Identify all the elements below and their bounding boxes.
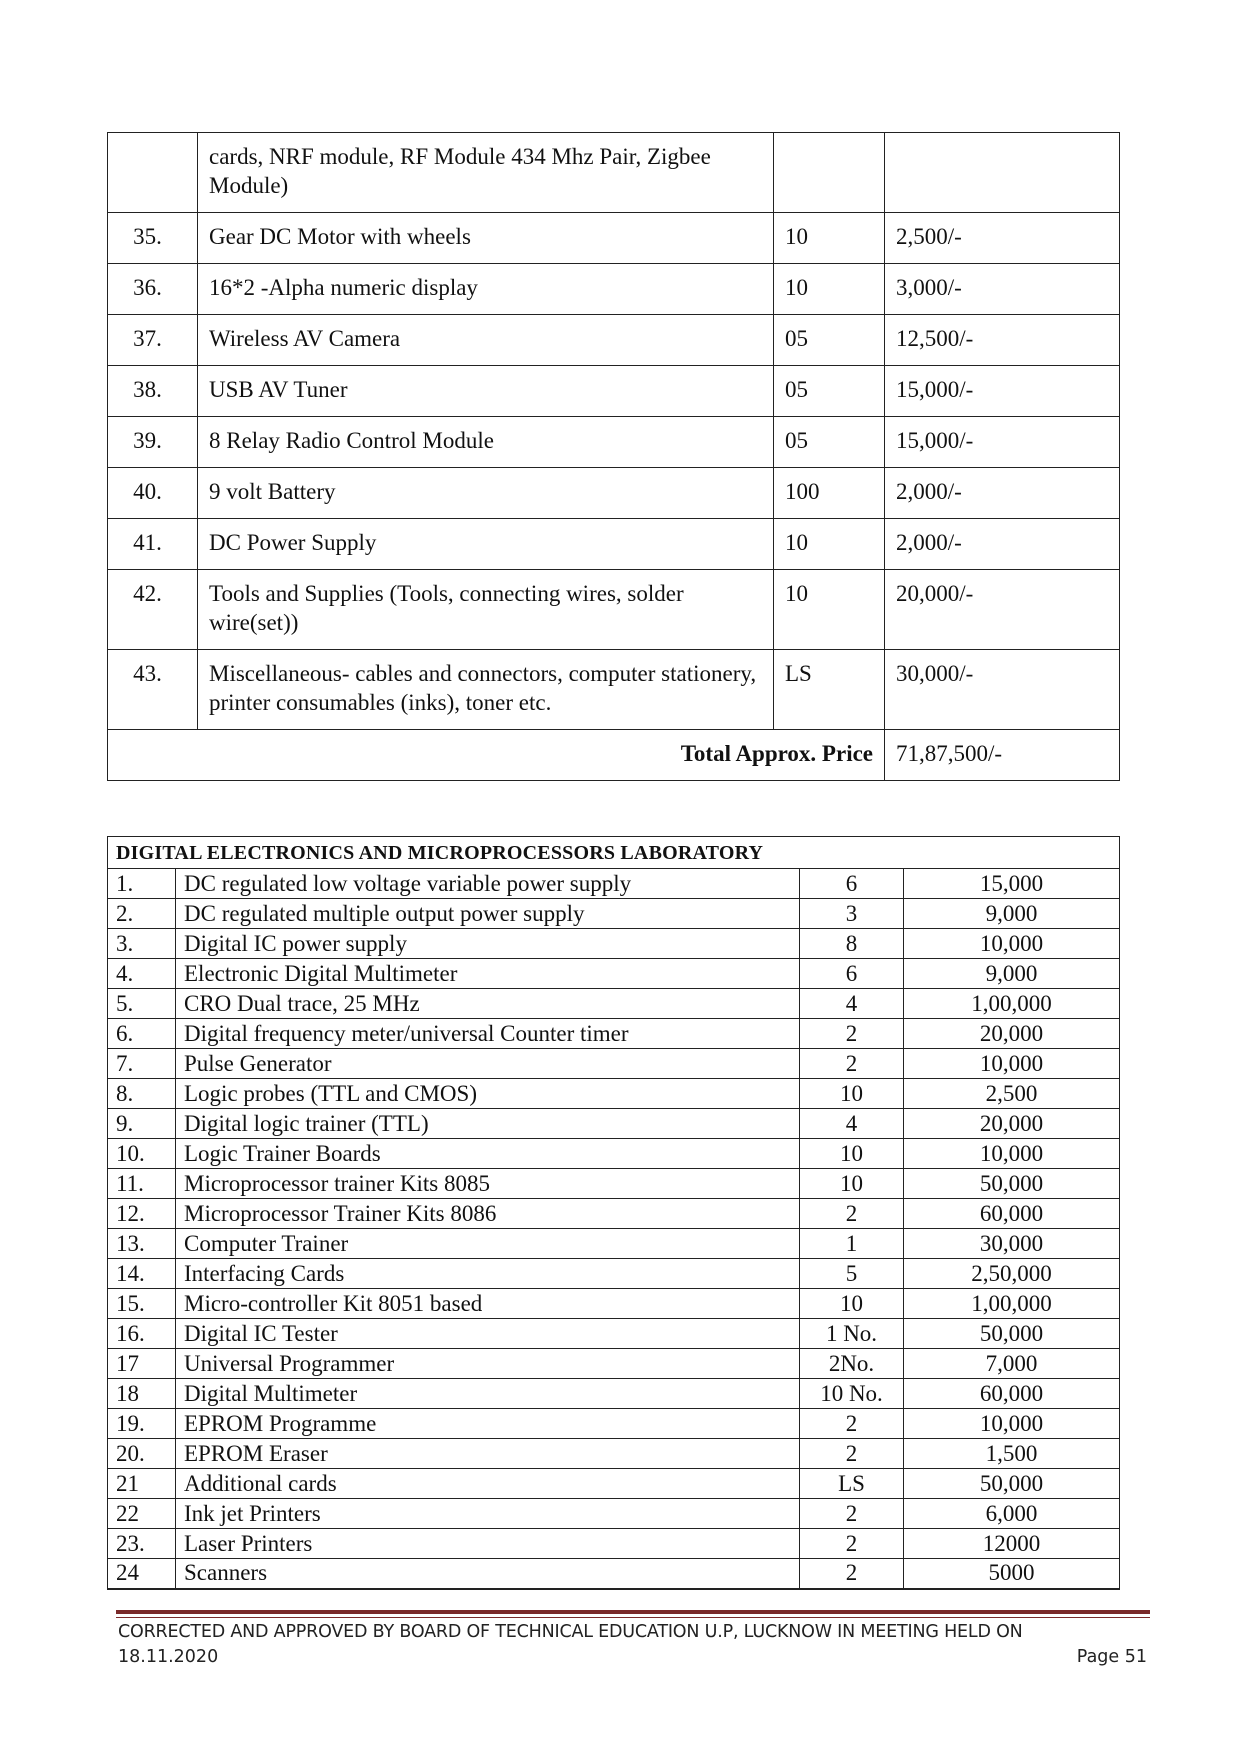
qty-cell: 10 No. bbox=[800, 1379, 904, 1409]
price-cell: 20,000 bbox=[904, 1019, 1120, 1049]
table-row bbox=[108, 1079, 1120, 1109]
table-row bbox=[108, 519, 1120, 570]
price-cell: 30,000/- bbox=[885, 650, 1120, 730]
serial-cell: 9. bbox=[108, 1109, 176, 1139]
table-row bbox=[108, 1139, 1120, 1169]
item-cell: Digital IC Tester bbox=[176, 1319, 800, 1349]
price-cell: 12,500/- bbox=[885, 315, 1120, 366]
serial-cell: 38. bbox=[108, 366, 198, 417]
table-row bbox=[108, 1559, 1120, 1589]
table-row bbox=[108, 989, 1120, 1019]
price-cell: 9,000 bbox=[904, 899, 1120, 929]
price-cell: 5000 bbox=[904, 1559, 1120, 1589]
price-cell: 2,000/- bbox=[885, 468, 1120, 519]
total-value: 71,87,500/- bbox=[885, 730, 1120, 781]
serial-cell: 17 bbox=[108, 1349, 176, 1379]
price-cell: 2,000/- bbox=[885, 519, 1120, 570]
table-row bbox=[108, 213, 1120, 264]
price-cell bbox=[885, 133, 1120, 213]
table-row bbox=[108, 1109, 1120, 1139]
item-cell: 8 Relay Radio Control Module bbox=[198, 417, 774, 468]
item-cell: Ink jet Printers bbox=[176, 1499, 800, 1529]
serial-cell: 14. bbox=[108, 1259, 176, 1289]
price-cell: 2,500 bbox=[904, 1079, 1120, 1109]
table-row bbox=[108, 417, 1120, 468]
qty-cell: 10 bbox=[800, 1079, 904, 1109]
item-cell: EPROM Programme bbox=[176, 1409, 800, 1439]
table-row bbox=[108, 468, 1120, 519]
table-title-row bbox=[108, 837, 1120, 869]
footer-rule bbox=[116, 1610, 1150, 1614]
serial-cell bbox=[108, 133, 198, 213]
serial-cell: 12. bbox=[108, 1199, 176, 1229]
serial-cell: 19. bbox=[108, 1409, 176, 1439]
qty-cell: 10 bbox=[774, 264, 885, 315]
serial-cell: 6. bbox=[108, 1019, 176, 1049]
price-cell: 10,000 bbox=[904, 1049, 1120, 1079]
total-row bbox=[108, 730, 1120, 781]
qty-cell: 4 bbox=[800, 1109, 904, 1139]
table-row bbox=[108, 133, 1120, 213]
serial-cell: 37. bbox=[108, 315, 198, 366]
serial-cell: 41. bbox=[108, 519, 198, 570]
qty-cell: 10 bbox=[774, 570, 885, 650]
table-row bbox=[108, 929, 1120, 959]
item-cell: Gear DC Motor with wheels bbox=[198, 213, 774, 264]
table-row bbox=[108, 570, 1120, 650]
serial-cell: 23. bbox=[108, 1529, 176, 1559]
qty-cell: 8 bbox=[800, 929, 904, 959]
price-cell: 10,000 bbox=[904, 1139, 1120, 1169]
table-row bbox=[108, 1019, 1120, 1049]
item-cell: Pulse Generator bbox=[176, 1049, 800, 1079]
table-row bbox=[108, 869, 1120, 899]
serial-cell: 15. bbox=[108, 1289, 176, 1319]
serial-cell: 20. bbox=[108, 1439, 176, 1469]
qty-cell: 3 bbox=[800, 899, 904, 929]
serial-cell: 35. bbox=[108, 213, 198, 264]
price-cell: 60,000 bbox=[904, 1379, 1120, 1409]
qty-cell: 6 bbox=[800, 869, 904, 899]
serial-cell: 40. bbox=[108, 468, 198, 519]
serial-cell: 1. bbox=[108, 869, 176, 899]
table-row bbox=[108, 1409, 1120, 1439]
qty-cell: 2 bbox=[800, 1529, 904, 1559]
item-cell: Computer Trainer bbox=[176, 1229, 800, 1259]
item-cell: DC regulated multiple output power supply bbox=[176, 899, 800, 929]
qty-cell: 10 bbox=[774, 213, 885, 264]
table-row bbox=[108, 1169, 1120, 1199]
serial-cell: 43. bbox=[108, 650, 198, 730]
table-row bbox=[108, 1529, 1120, 1559]
serial-cell: 4. bbox=[108, 959, 176, 989]
item-cell: Interfacing Cards bbox=[176, 1259, 800, 1289]
item-cell: Wireless AV Camera bbox=[198, 315, 774, 366]
table-row bbox=[108, 1439, 1120, 1469]
table-row bbox=[108, 1229, 1120, 1259]
qty-cell bbox=[774, 133, 885, 213]
price-cell: 1,00,000 bbox=[904, 989, 1120, 1019]
price-cell: 15,000 bbox=[904, 869, 1120, 899]
qty-cell: 2 bbox=[800, 1409, 904, 1439]
item-cell: Digital logic trainer (TTL) bbox=[176, 1109, 800, 1139]
qty-cell: 1 bbox=[800, 1229, 904, 1259]
qty-cell: 2 bbox=[800, 1199, 904, 1229]
item-cell: cards, NRF module, RF Module 434 Mhz Pair, Zigbee Module) bbox=[198, 133, 774, 213]
table-row bbox=[108, 1259, 1120, 1289]
price-cell: 2,50,000 bbox=[904, 1259, 1120, 1289]
table-row bbox=[108, 1289, 1120, 1319]
item-cell: USB AV Tuner bbox=[198, 366, 774, 417]
qty-cell: 2No. bbox=[800, 1349, 904, 1379]
qty-cell: 1 No. bbox=[800, 1319, 904, 1349]
item-cell: Tools and Supplies (Tools, connecting wires, solder wire(set)) bbox=[198, 570, 774, 650]
table-row bbox=[108, 1319, 1120, 1349]
price-cell: 12000 bbox=[904, 1529, 1120, 1559]
serial-cell: 18 bbox=[108, 1379, 176, 1409]
item-cell: Digital IC power supply bbox=[176, 929, 800, 959]
price-cell: 15,000/- bbox=[885, 417, 1120, 468]
price-cell: 20,000/- bbox=[885, 570, 1120, 650]
serial-cell: 16. bbox=[108, 1319, 176, 1349]
serial-cell: 5. bbox=[108, 989, 176, 1019]
qty-cell: 05 bbox=[774, 366, 885, 417]
item-cell: Microprocessor trainer Kits 8085 bbox=[176, 1169, 800, 1199]
footer-rule-thin bbox=[116, 1617, 1150, 1618]
price-cell: 50,000 bbox=[904, 1469, 1120, 1499]
serial-cell: 13. bbox=[108, 1229, 176, 1259]
price-cell: 50,000 bbox=[904, 1319, 1120, 1349]
item-cell: Miscellaneous- cables and connectors, computer stationery, printer consumables (inks), toner etc. bbox=[198, 650, 774, 730]
item-cell: Electronic Digital Multimeter bbox=[176, 959, 800, 989]
table-row bbox=[108, 959, 1120, 989]
qty-cell: 10 bbox=[800, 1169, 904, 1199]
serial-cell: 24 bbox=[108, 1559, 176, 1589]
qty-cell: 2 bbox=[800, 1559, 904, 1589]
digital-electronics-lab-table bbox=[107, 836, 1120, 1590]
footer-date: 18.11.2020 bbox=[118, 1647, 219, 1667]
item-cell: Additional cards bbox=[176, 1469, 800, 1499]
item-cell: Microprocessor Trainer Kits 8086 bbox=[176, 1199, 800, 1229]
price-cell: 10,000 bbox=[904, 929, 1120, 959]
qty-cell: 10 bbox=[800, 1139, 904, 1169]
serial-cell: 7. bbox=[108, 1049, 176, 1079]
serial-cell: 42. bbox=[108, 570, 198, 650]
item-cell: Universal Programmer bbox=[176, 1349, 800, 1379]
qty-cell: 10 bbox=[774, 519, 885, 570]
qty-cell: LS bbox=[800, 1469, 904, 1499]
table-row bbox=[108, 1349, 1120, 1379]
price-cell: 3,000/- bbox=[885, 264, 1120, 315]
item-cell: DC regulated low voltage variable power supply bbox=[176, 869, 800, 899]
price-cell: 7,000 bbox=[904, 1349, 1120, 1379]
qty-cell: 05 bbox=[774, 315, 885, 366]
item-cell: 9 volt Battery bbox=[198, 468, 774, 519]
serial-cell: 21 bbox=[108, 1469, 176, 1499]
table-row bbox=[108, 1469, 1120, 1499]
price-cell: 20,000 bbox=[904, 1109, 1120, 1139]
item-cell: Logic Trainer Boards bbox=[176, 1139, 800, 1169]
price-cell: 9,000 bbox=[904, 959, 1120, 989]
qty-cell: LS bbox=[774, 650, 885, 730]
qty-cell: 2 bbox=[800, 1499, 904, 1529]
price-cell: 15,000/- bbox=[885, 366, 1120, 417]
qty-cell: 10 bbox=[800, 1289, 904, 1319]
table-row bbox=[108, 1199, 1120, 1229]
table-row bbox=[108, 650, 1120, 730]
item-cell: Digital frequency meter/universal Counter timer bbox=[176, 1019, 800, 1049]
item-cell: Micro-controller Kit 8051 based bbox=[176, 1289, 800, 1319]
equipment-table-continued bbox=[107, 132, 1120, 781]
qty-cell: 2 bbox=[800, 1049, 904, 1079]
serial-cell: 10. bbox=[108, 1139, 176, 1169]
item-cell: Scanners bbox=[176, 1559, 800, 1589]
table-row bbox=[108, 315, 1120, 366]
item-cell: CRO Dual trace, 25 MHz bbox=[176, 989, 800, 1019]
price-cell: 10,000 bbox=[904, 1409, 1120, 1439]
table-row bbox=[108, 264, 1120, 315]
item-cell: DC Power Supply bbox=[198, 519, 774, 570]
table-title: DIGITAL ELECTRONICS AND MICROPROCESSORS LABORATORY bbox=[108, 837, 1120, 869]
qty-cell: 6 bbox=[800, 959, 904, 989]
qty-cell: 2 bbox=[800, 1439, 904, 1469]
item-cell: Logic probes (TTL and CMOS) bbox=[176, 1079, 800, 1109]
table-row bbox=[108, 1049, 1120, 1079]
serial-cell: 22 bbox=[108, 1499, 176, 1529]
price-cell: 30,000 bbox=[904, 1229, 1120, 1259]
qty-cell: 100 bbox=[774, 468, 885, 519]
item-cell: Laser Printers bbox=[176, 1529, 800, 1559]
item-cell: 16*2 -Alpha numeric display bbox=[198, 264, 774, 315]
footer-text: CORRECTED AND APPROVED BY BOARD OF TECHNICAL EDUCATION U.P, LUCKNOW IN MEETING HELD ON bbox=[118, 1622, 1023, 1642]
qty-cell: 2 bbox=[800, 1019, 904, 1049]
qty-cell: 05 bbox=[774, 417, 885, 468]
table-row bbox=[108, 899, 1120, 929]
table-row bbox=[108, 1379, 1120, 1409]
item-cell: EPROM Eraser bbox=[176, 1439, 800, 1469]
serial-cell: 11. bbox=[108, 1169, 176, 1199]
item-cell: Digital Multimeter bbox=[176, 1379, 800, 1409]
price-cell: 50,000 bbox=[904, 1169, 1120, 1199]
serial-cell: 3. bbox=[108, 929, 176, 959]
qty-cell: 5 bbox=[800, 1259, 904, 1289]
page-number: Page 51 bbox=[1076, 1647, 1147, 1667]
serial-cell: 36. bbox=[108, 264, 198, 315]
price-cell: 60,000 bbox=[904, 1199, 1120, 1229]
qty-cell: 4 bbox=[800, 989, 904, 1019]
total-label: Total Approx. Price bbox=[108, 730, 885, 781]
table-row bbox=[108, 366, 1120, 417]
table-row bbox=[108, 1499, 1120, 1529]
serial-cell: 2. bbox=[108, 899, 176, 929]
price-cell: 1,500 bbox=[904, 1439, 1120, 1469]
price-cell: 6,000 bbox=[904, 1499, 1120, 1529]
price-cell: 1,00,000 bbox=[904, 1289, 1120, 1319]
price-cell: 2,500/- bbox=[885, 213, 1120, 264]
serial-cell: 39. bbox=[108, 417, 198, 468]
serial-cell: 8. bbox=[108, 1079, 176, 1109]
